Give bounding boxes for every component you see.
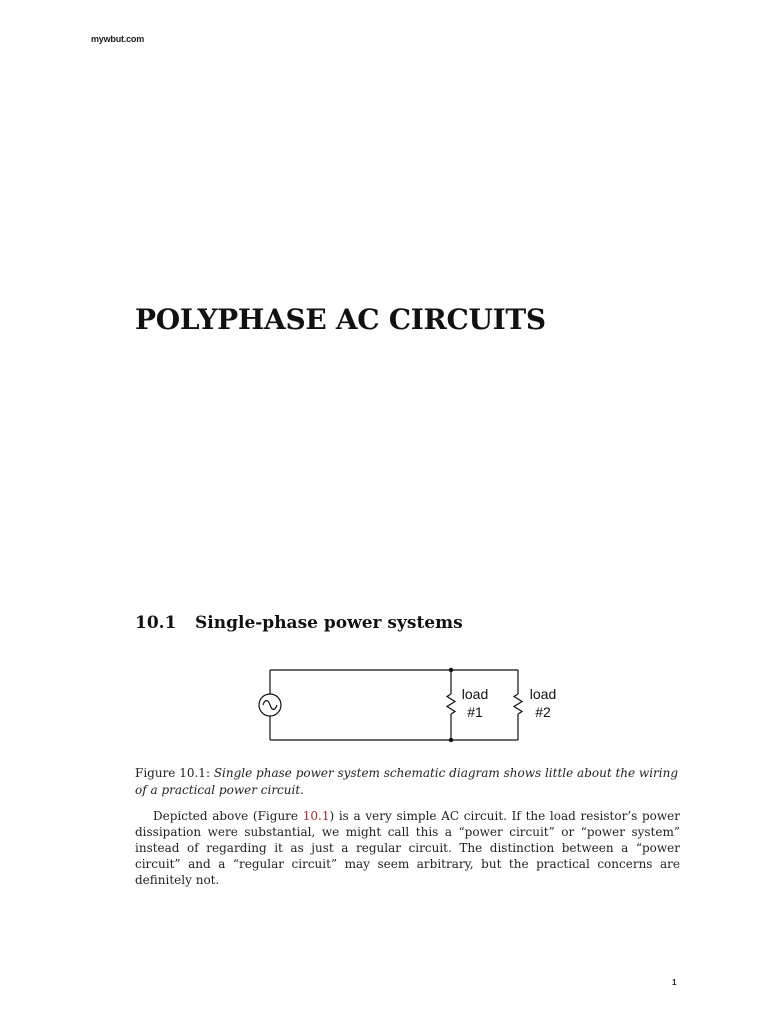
load-1-resistor-icon (447, 694, 455, 714)
load-1-label-line1: load (461, 686, 489, 702)
load-1-label-line2: #1 (467, 704, 483, 720)
sine-wave-icon (263, 701, 277, 710)
body-paragraph (135, 808, 680, 888)
load-2-resistor-icon (514, 694, 522, 714)
section-title: Single-phase power systems (195, 613, 463, 633)
load-2-label-line1: load (529, 686, 557, 702)
figure-reference-link[interactable]: 10.1 (302, 809, 330, 823)
chapter-title: POLYPHASE AC CIRCUITS (135, 303, 546, 336)
page-number: 1 (672, 978, 677, 987)
caption-label: Figure 10.1: (135, 766, 210, 780)
figure-caption (135, 765, 680, 799)
section-heading (135, 613, 463, 633)
load-2-label-line2: #2 (535, 704, 551, 720)
single-phase-schematic (250, 660, 570, 752)
caption-text: Single phase power system schematic diagram shows little about the wiring of a practical power circuit. (135, 766, 679, 797)
section-number: 10.1 (135, 613, 177, 633)
junction-bottom (449, 738, 453, 742)
paragraph-lead: Depicted above (Figure (153, 809, 303, 823)
site-watermark: mywbut.com (91, 34, 145, 44)
paragraph-rest: ) is a very simple AC circuit. If the load resistor’s power dissipation were substantial, we might call this a “power circuit” or “power system” instead of regarding it as just a regular circuit. The distinction between a “power circuit” and a “regular circuit” may seem arbitrary, but the practical concerns are definitely not. (135, 809, 681, 887)
junction-top (449, 668, 453, 672)
